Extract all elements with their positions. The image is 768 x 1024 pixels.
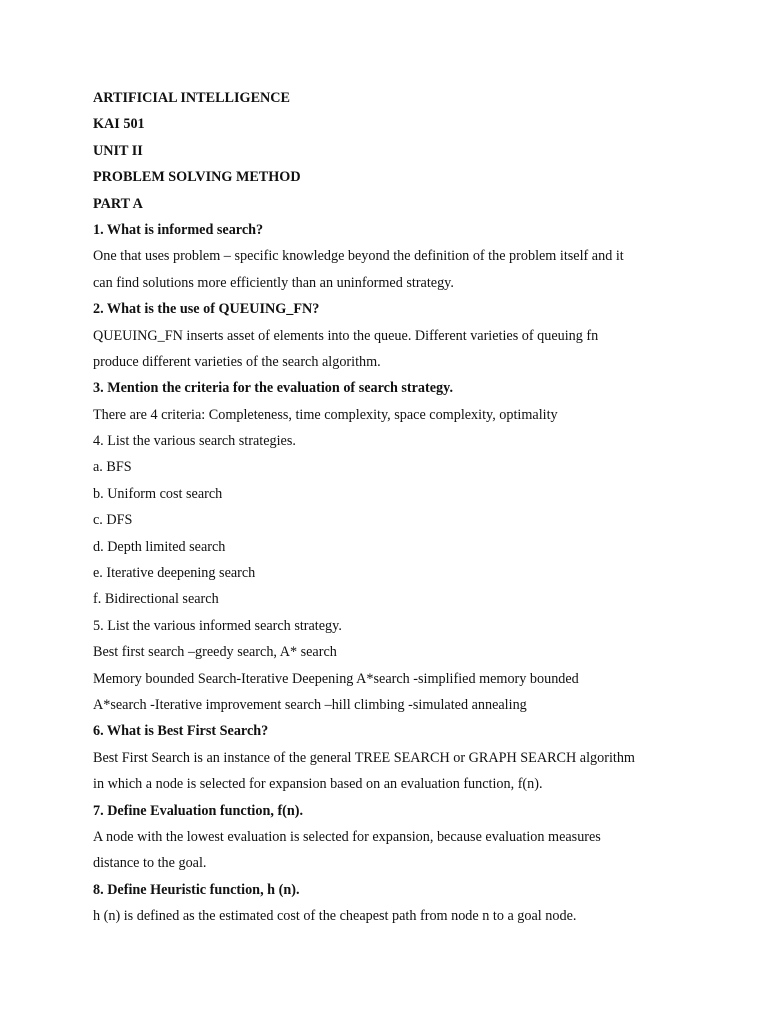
- part-heading: PART A: [93, 195, 143, 212]
- answer-1-line-2: can find solutions more efficiently than an uninformed strategy.: [93, 274, 454, 291]
- answer-6-line-1: Best First Search is an instance of the general TREE SEARCH or GRAPH SEARCH algorithm: [93, 749, 635, 766]
- answer-7-line-1: A node with the lowest evaluation is selected for expansion, because evaluation measures: [93, 828, 601, 845]
- answer-6-line-2: in which a node is selected for expansion based on an evaluation function, f(n).: [93, 776, 543, 793]
- topic-heading: PROBLEM SOLVING METHOD: [93, 169, 301, 186]
- question-8: 8. Define Heuristic function, h (n).: [93, 881, 300, 898]
- question-5: 5. List the various informed search strategy.: [93, 617, 342, 634]
- question-4: 4. List the various search strategies.: [93, 433, 296, 450]
- answer-5-line-2: Memory bounded Search-Iterative Deepening A*search -simplified memory bounded: [93, 670, 579, 687]
- answer-5-line-3: A*search -Iterative improvement search –hill climbing -simulated annealing: [93, 696, 527, 713]
- list-item: b. Uniform cost search: [93, 485, 223, 502]
- answer-8-line-1: h (n) is defined as the estimated cost of the cheapest path from node n to a goal node.: [93, 908, 577, 925]
- answer-3-line-1: There are 4 criteria: Completeness, time complexity, space complexity, optimality: [93, 406, 558, 423]
- course-code: KAI 501: [93, 116, 145, 133]
- answer-2-line-2: produce different varieties of the search algorithm.: [93, 353, 381, 370]
- question-1: 1. What is informed search?: [93, 221, 264, 238]
- document-body: [93, 85, 693, 930]
- question-6: 6. What is Best First Search?: [93, 723, 269, 740]
- list-item: f. Bidirectional search: [93, 591, 219, 608]
- list-item: d. Depth limited search: [93, 538, 226, 555]
- answer-7-line-2: distance to the goal.: [93, 855, 207, 872]
- answer-5-line-1: Best first search –greedy search, A* search: [93, 644, 337, 661]
- question-7: 7. Define Evaluation function, f(n).: [93, 802, 304, 819]
- list-item: a. BFS: [93, 459, 132, 476]
- subject-heading: ARTIFICIAL INTELLIGENCE: [93, 90, 290, 106]
- question-2: 2. What is the use of QUEUING_FN?: [93, 301, 320, 318]
- list-item: c. DFS: [93, 512, 133, 529]
- answer-1-line-1: One that uses problem – specific knowledge beyond the definition of the problem itself and it: [93, 248, 624, 265]
- list-item: e. Iterative deepening search: [93, 565, 256, 582]
- question-3: 3. Mention the criteria for the evaluation of search strategy.: [93, 380, 453, 397]
- answer-2-line-1: QUEUING_FN inserts asset of elements into the queue. Different varieties of queuing fn: [93, 327, 599, 344]
- unit-heading: UNIT II: [93, 142, 143, 159]
